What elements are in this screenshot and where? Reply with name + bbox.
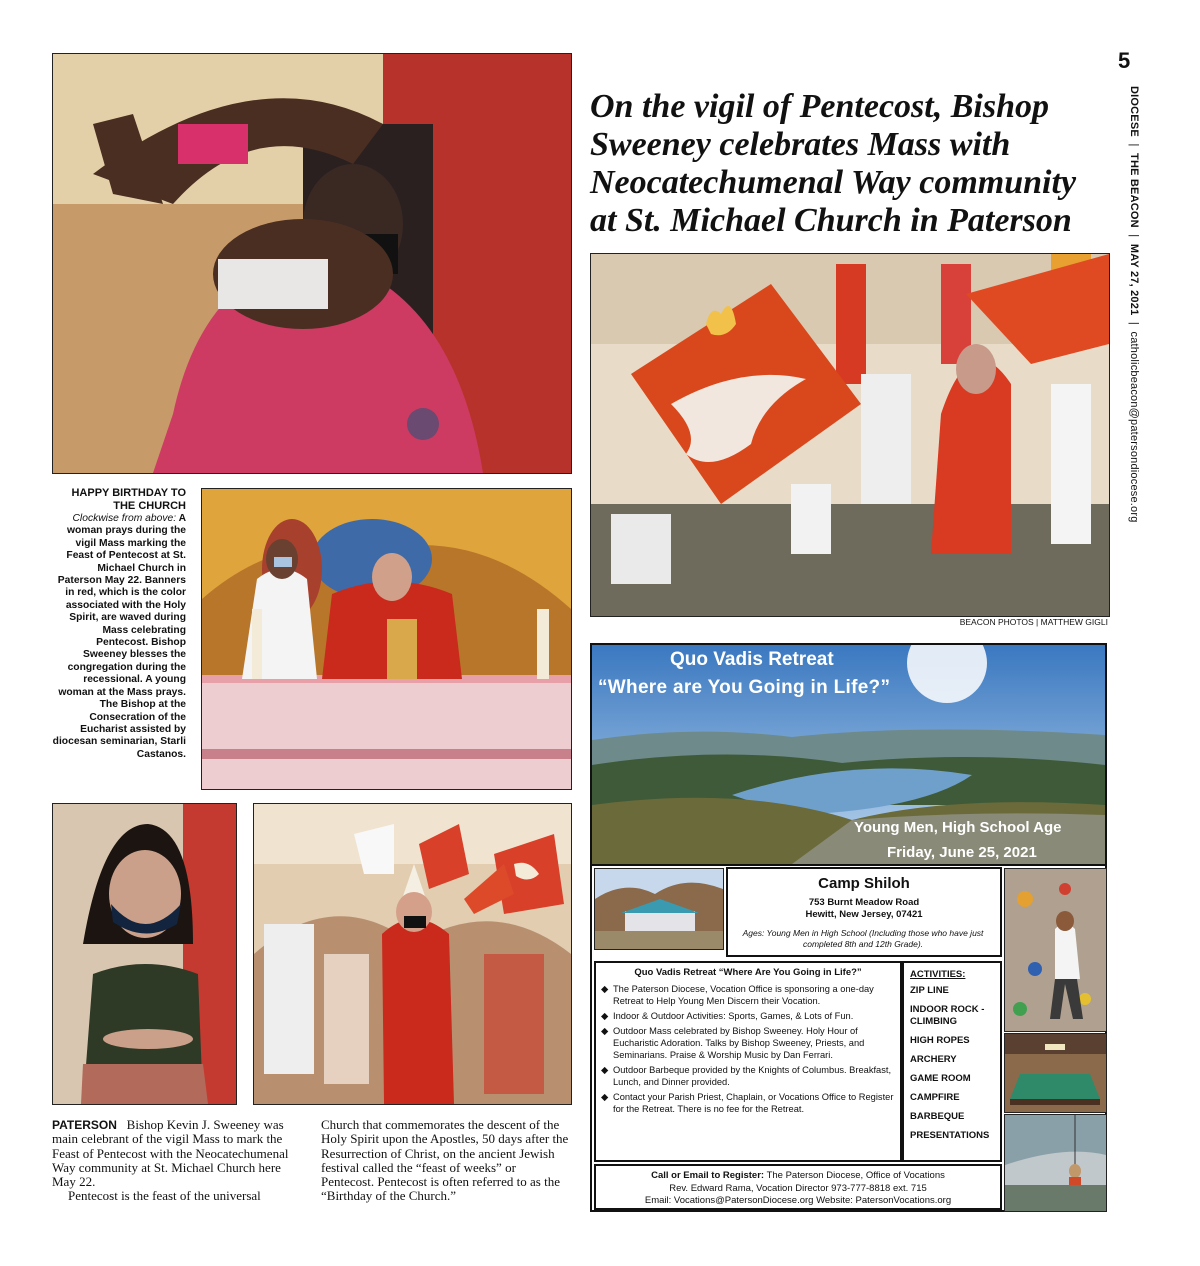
activity-item: BARBEQUE bbox=[910, 1111, 965, 1122]
ad-title: Quo Vadis Retreat bbox=[670, 649, 834, 670]
contact-label: Call or Email to Register: bbox=[651, 1170, 765, 1181]
website: catholicbeacon@patersondiocese.org bbox=[1128, 331, 1140, 523]
diamond-bullet-icon: ◆ bbox=[601, 1092, 609, 1102]
photo-banners-waving bbox=[590, 253, 1110, 617]
activity-item: PRESENTATIONS bbox=[910, 1130, 990, 1141]
retreat-bullet-text: The Paterson Diocese, Vocation Office is sponsoring a one-day Retreat to Help Young Men Discern their Vocation. bbox=[613, 984, 874, 1006]
activity-item: HIGH ROPES bbox=[910, 1035, 970, 1046]
page-folio bbox=[1128, 86, 1140, 523]
publication-name: THE BEACON bbox=[1128, 153, 1140, 228]
folio-sep-2: | bbox=[1128, 234, 1140, 238]
retreat-details-box bbox=[594, 961, 902, 1162]
camp-ages: Ages: Young Men in High School (Including those who have just completed 8th and 12th Grade). bbox=[742, 928, 984, 949]
diamond-bullet-icon: ◆ bbox=[601, 1011, 609, 1021]
retreat-bullet bbox=[601, 1025, 895, 1061]
section-name: DIOCESE bbox=[1128, 86, 1140, 137]
article-column-2 bbox=[321, 1118, 571, 1204]
caption-text: A woman prays during the vigil Mass marking the Feast of Pentecost at St. Michael Church in Paterson May 22. Banners in red, which is the color associated with the Holy Spirit, are waved during Mass celebrating Pentecost. Bishop Sweeney blesses the congregation during the recessional. A young woman at the Mass prays. The Bishop at the Consecration of the Eucharist assisted by diocesan seminarian, Starli Castanos. bbox=[52, 513, 186, 760]
photo-bishop-altar bbox=[201, 488, 572, 790]
activity-item: ZIP LINE bbox=[910, 985, 949, 996]
folio-sep-1: | bbox=[1128, 143, 1140, 147]
article-column-1 bbox=[52, 1118, 302, 1204]
page-number: 5 bbox=[1118, 48, 1131, 73]
folio-sep-3: | bbox=[1128, 321, 1140, 325]
caption-block bbox=[52, 487, 186, 761]
photo-bishop-recessional bbox=[253, 803, 572, 1105]
ad-tagline: “Where are You Going in Life?” bbox=[598, 677, 891, 698]
retreat-bullet bbox=[601, 983, 895, 1007]
retreat-bullet-text: Contact your Parish Priest, Chaplain, or Vocations Office to Register for the Retreat. There is no fee for the Retreat. bbox=[613, 1092, 894, 1114]
ad-date: Friday, June 25, 2021 bbox=[887, 844, 1037, 861]
activities-title: ACTIVITIES: bbox=[910, 969, 966, 980]
camp-city: Hewitt, New Jersey, 07421 bbox=[805, 909, 923, 920]
article-paragraph-3: Church that commemorates the descent of the Holy Spirit upon the Apostles, 50 days after the Resurrection of Christ, on the ancient Jewish festival called the “feast of weeks” or Pentecost. Pentecost is often referred to as the “Birthday of the Church.” bbox=[321, 1117, 569, 1204]
retreat-bullet bbox=[601, 1064, 895, 1088]
camp-building-photo bbox=[594, 868, 724, 950]
retreat-list-title: Quo Vadis Retreat “Where Are You Going in Life?” bbox=[634, 967, 862, 978]
diamond-bullet-icon: ◆ bbox=[601, 1065, 609, 1075]
activity-item: INDOOR ROCK - CLIMBING bbox=[910, 1004, 985, 1027]
contact-line-1 bbox=[598, 1170, 998, 1183]
headline: On the vigil of Pentecost, Bishop Sweeney celebrates Mass with Neocatechumenal Way community at St. Michael Church in Paterson bbox=[590, 88, 1077, 239]
camp-name: Camp Shiloh bbox=[818, 875, 910, 892]
caption-lead: Clockwise from above: bbox=[72, 513, 177, 524]
retreat-bullet-text: Indoor & Outdoor Activities: Sports, Games, & Lots of Fun. bbox=[613, 1011, 854, 1021]
retreat-bullet-text: Outdoor Mass celebrated by Bishop Sweeney. Holy Hour of Eucharistic Adoration. Talks by Bishop Sweeney, Priests, and Seminarians. Praise & Worship Music by Dan Ferrari. bbox=[613, 1026, 865, 1060]
contact-office: The Paterson Diocese, Office of Vocations bbox=[766, 1170, 945, 1181]
retreat-bullet-text: Outdoor Barbeque provided by the Knights of Columbus. Breakfast, Lunch, and Dinner provided. bbox=[613, 1065, 892, 1087]
article-paragraph-2: Pentecost is the feast of the universal bbox=[68, 1188, 261, 1204]
retreat-bullet bbox=[601, 1010, 895, 1022]
diamond-bullet-icon: ◆ bbox=[601, 1026, 609, 1036]
photo-woman-praying bbox=[52, 53, 572, 474]
contact-line-2: Rev. Edward Rama, Vocation Director 973-777-8818 ext. 715 bbox=[669, 1182, 927, 1194]
quo-vadis-ad bbox=[590, 643, 1107, 1212]
ad-audience: Young Men, High School Age bbox=[854, 819, 1062, 836]
photo-credit: BEACON PHOTOS | MATTHEW GIGLI bbox=[959, 617, 1108, 627]
caption-title: HAPPY BIRTHDAY TO THE CHURCH bbox=[71, 487, 186, 512]
camp-info-box bbox=[726, 867, 1002, 957]
ad-hero-banner bbox=[592, 645, 1105, 866]
camp-street: 753 Burnt Meadow Road bbox=[808, 897, 920, 908]
contact-line-3: Email: Vocations@PatersonDiocese.org Website: PatersonVocations.org bbox=[644, 1195, 952, 1206]
activities-box bbox=[902, 961, 1002, 1162]
diamond-bullet-icon: ◆ bbox=[601, 984, 609, 994]
photo-young-woman-praying bbox=[52, 803, 237, 1105]
contact-box bbox=[594, 1164, 1002, 1210]
retreat-bullet bbox=[601, 1091, 895, 1115]
activity-item: GAME ROOM bbox=[910, 1073, 971, 1084]
game-room-photo bbox=[1004, 1033, 1107, 1113]
issue-date: MAY 27, 2021 bbox=[1128, 243, 1140, 316]
article-paragraph-1: Bishop Kevin J. Sweeney was main celebrant of the vigil Mass to mark the Feast of Pentecost with the Neocatechumenal Way community at St. Michael Church here May 22. bbox=[52, 1117, 289, 1190]
activity-item: CAMPFIRE bbox=[910, 1092, 960, 1103]
zip-line-photo bbox=[1004, 1114, 1107, 1212]
activity-item: ARCHERY bbox=[910, 1054, 957, 1065]
camp-address bbox=[728, 897, 1000, 921]
rock-climbing-photo bbox=[1004, 868, 1107, 1032]
article-dateline: PATERSON bbox=[52, 1118, 117, 1132]
